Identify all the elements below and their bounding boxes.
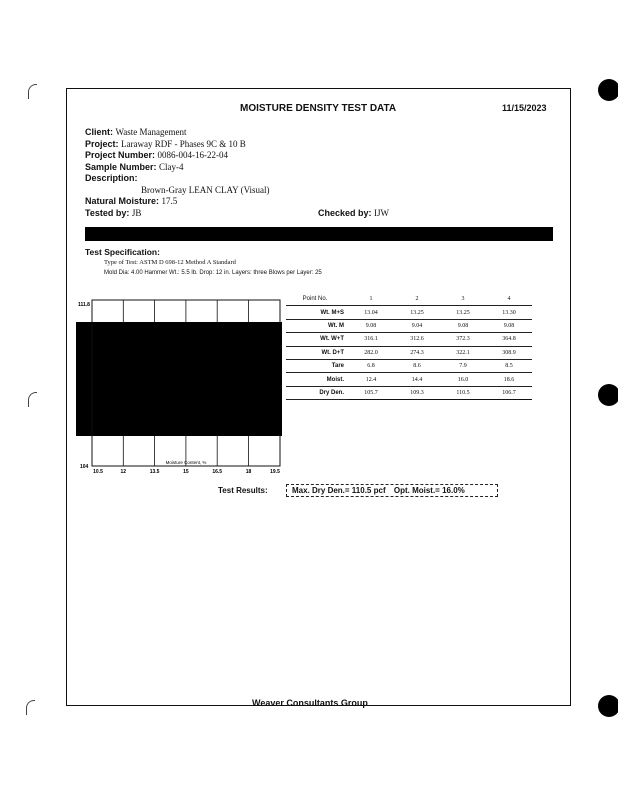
- table-row: [286, 333, 532, 346]
- table-cell: 9.08: [486, 319, 532, 332]
- row-label: Dry Den.: [286, 386, 348, 399]
- row-label: Wt. W+T: [286, 333, 348, 346]
- table-cell: 13.30: [486, 306, 532, 319]
- scan-mark: [28, 392, 37, 407]
- checked-by-value: IJW: [374, 207, 390, 218]
- y-axis-bottom-label: 104: [80, 464, 89, 470]
- document-title: MOISTURE DENSITY TEST DATA: [240, 103, 397, 114]
- client-row: Client: Waste Management: [85, 127, 187, 137]
- x-tick-label: 13.5: [149, 469, 160, 475]
- point-header: 2: [394, 293, 440, 306]
- point-header: 1: [348, 293, 394, 306]
- table-row: [286, 386, 532, 399]
- table-cell: 8.5: [486, 359, 532, 372]
- punch-hole-bottom: [598, 695, 618, 717]
- project-value: Laraway RDF - Phases 9C & 10 B: [121, 138, 246, 149]
- spec-type-of-test: Type of Test: ASTM D 698-12 Method A Standard: [104, 259, 236, 266]
- results-box: [286, 484, 498, 497]
- checked-by-row: Checked by: IJW: [318, 207, 390, 218]
- scan-mark: [26, 700, 35, 715]
- table-cell: 109.3: [394, 386, 440, 399]
- x-tick-label: 18: [245, 469, 252, 475]
- tested-by-row: Tested by: JB Checked by: IJW: [85, 207, 390, 218]
- point-header: 4: [486, 293, 532, 306]
- table-cell: 7.9: [440, 359, 486, 372]
- tested-by-value: JB: [131, 207, 142, 218]
- optimum-moisture-result: Opt. Moist.= 16.0%: [393, 486, 465, 495]
- document-date: 11/15/2023: [502, 103, 547, 113]
- sample-number-value: Clay-4: [159, 161, 184, 172]
- scan-mark: [28, 84, 37, 99]
- x-tick-label: 10.5: [93, 469, 103, 475]
- table-cell: 6.8: [348, 359, 394, 372]
- x-axis-label: Moisture Content, %: [165, 460, 207, 465]
- table-cell: 9.08: [348, 319, 394, 332]
- row-label: Tare: [286, 359, 348, 372]
- table-cell: 322.1: [440, 346, 486, 359]
- table-row: [286, 319, 532, 332]
- footer-line-left: [66, 705, 246, 706]
- y-axis-top-label: 111.8: [78, 302, 90, 308]
- project-row: Project: Laraway RDF - Phases 9C & 10 B: [85, 138, 246, 149]
- compaction-chart: [74, 296, 286, 476]
- row-label: Moist.: [286, 373, 348, 386]
- results-label: Test Results:: [218, 486, 268, 495]
- table-cell: 9.04: [394, 319, 440, 332]
- footer-line-right: [388, 705, 571, 706]
- table-cell: 18.6: [486, 373, 532, 386]
- project-number-value: 0086-004-16-22-04: [157, 150, 229, 160]
- table-cell: 312.6: [394, 333, 440, 346]
- table-row: [286, 346, 532, 359]
- description-row: Description:: [85, 173, 138, 183]
- point-no-label: Point No.: [286, 293, 348, 306]
- table-cell: 110.5: [440, 386, 486, 399]
- natural-moisture-row: Natural Moisture: 17.5: [85, 196, 178, 206]
- x-tick-label: 16.5: [212, 469, 223, 475]
- spec-heading: Test Specification:: [85, 247, 160, 257]
- x-tick-label: 15: [183, 469, 189, 475]
- table-row: [286, 373, 532, 386]
- point-header: 3: [440, 293, 486, 306]
- table-cell: 364.8: [486, 333, 532, 346]
- table-cell: 316.1: [348, 333, 394, 346]
- redacted-bar: [85, 227, 553, 241]
- table-cell: 282.0: [348, 346, 394, 359]
- footer-company: Weaver Consultants Group: [252, 698, 368, 708]
- client-value: Waste Management: [115, 127, 187, 137]
- table-cell: 13.25: [394, 306, 440, 319]
- test-points-table: [286, 293, 532, 400]
- table-row: [286, 306, 532, 319]
- table-cell: 13.04: [348, 306, 394, 319]
- table-cell: 14.4: [394, 373, 440, 386]
- sample-number-row: Sample Number: Clay-4: [85, 161, 184, 172]
- table-cell: 308.9: [486, 346, 532, 359]
- max-dry-density-result: Max. Dry Den.= 110.5 pcf: [292, 486, 386, 495]
- row-label: Wt. M: [286, 319, 348, 332]
- table-cell: 16.0: [440, 373, 486, 386]
- table-cell: 9.08: [440, 319, 486, 332]
- natural-moisture-value: 17.5: [161, 196, 178, 206]
- table-cell: 372.3: [440, 333, 486, 346]
- punch-hole-middle: [598, 384, 618, 406]
- row-label: Wt. D+T: [286, 346, 348, 359]
- table-cell: 106.7: [486, 386, 532, 399]
- x-tick-label: 12: [120, 469, 127, 475]
- table-cell: 274.3: [394, 346, 440, 359]
- table-cell: 8.6: [394, 359, 440, 372]
- x-tick-label: 19.5: [270, 469, 280, 475]
- info-block: [85, 127, 555, 219]
- chart-redacted-area: [76, 322, 282, 436]
- punch-hole-top: [598, 79, 618, 101]
- table-cell: 13.25: [440, 306, 486, 319]
- spec-mold-line: Mold Dia: 4.00 Hammer Wt.: 5.5 lb. Drop: 12 in. Layers: three Blows per Layer: 25: [104, 270, 322, 276]
- table-cell: 105.7: [348, 386, 394, 399]
- table-row: [286, 359, 532, 372]
- table-header-row: [286, 293, 532, 306]
- row-label: Wt. M+S: [286, 306, 348, 319]
- description-value: Brown-Gray LEAN CLAY (Visual): [141, 184, 270, 195]
- project-number-row: Project Number: 0086-004-16-22-04: [85, 150, 229, 160]
- x-tick-labels: [93, 469, 280, 475]
- table-cell: 12.4: [348, 373, 394, 386]
